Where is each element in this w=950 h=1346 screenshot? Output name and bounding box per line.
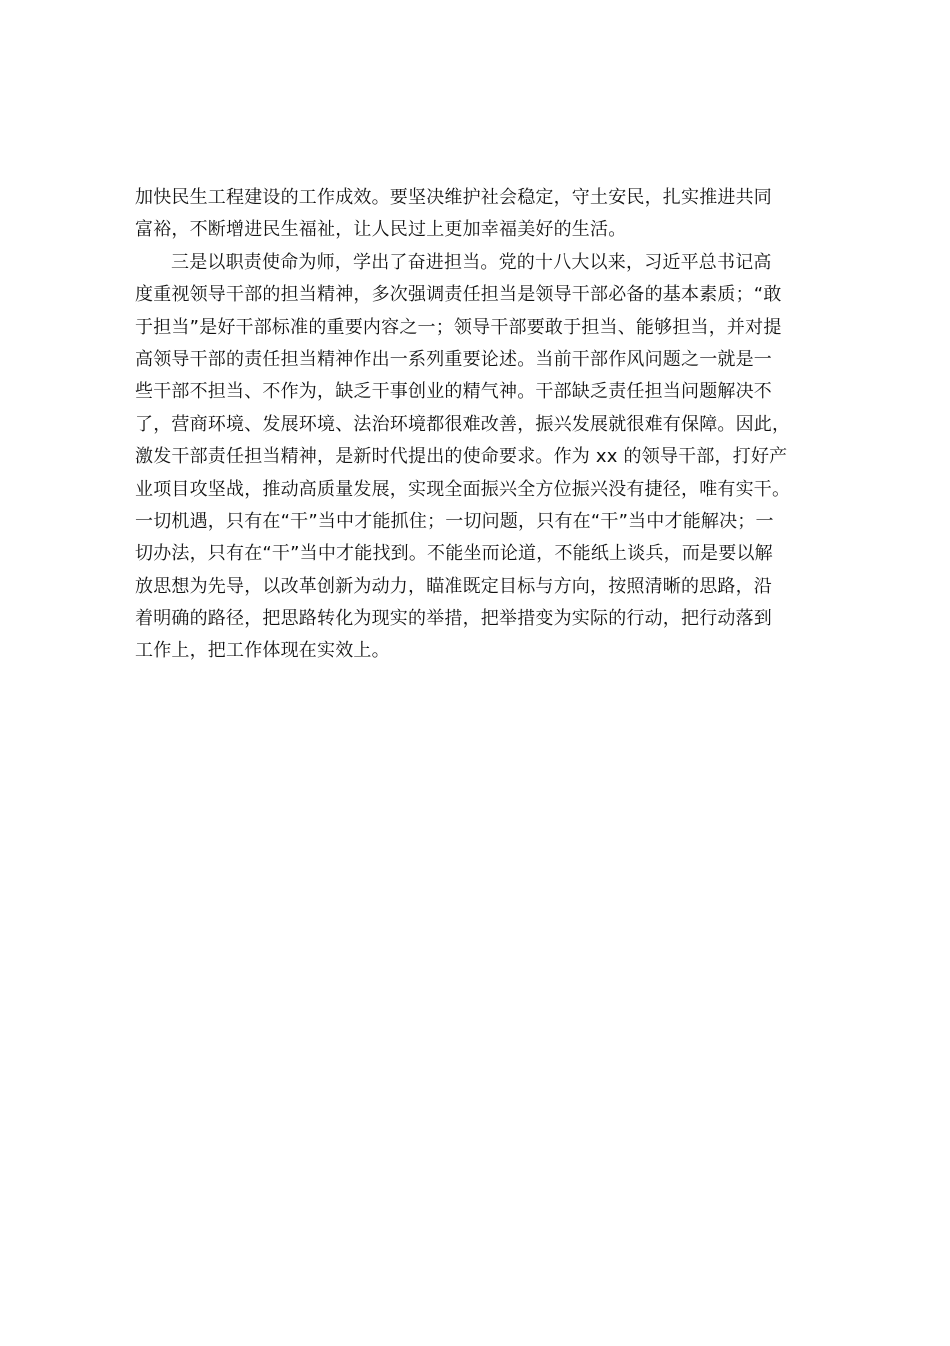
text-line: 高领导干部的责任担当精神作出一系列重要论述。当前干部作风问题之一就是一 (135, 348, 772, 370)
text-line: 于担当”是好干部标准的重要内容之一；领导干部要敢于担当、能够担当，并对提 (135, 316, 782, 338)
text-line: 些干部不担当、不作为，缺乏干事创业的精气神。干部缺乏责任担当问题解决不 (135, 381, 772, 403)
text-line: 工作上，把工作体现在实效上。 (135, 640, 390, 662)
text-line: 业项目攻坚战，推动高质量发展，实现全面振兴全方位振兴没有捷径，唯有实干。 (135, 478, 791, 500)
text-line: 富裕，不断增进民生福祉，让人民过上更加幸福美好的生活。 (135, 219, 627, 241)
text-line: 一切机遇，只有在“干”当中才能抓住；一切问题，只有在“干”当中才能解决；一 (135, 510, 774, 532)
text-line: 切办法，只有在“干”当中才能找到。不能坐而论道，不能纸上谈兵，而是要以解 (135, 543, 773, 565)
document-body (135, 182, 825, 668)
text-line: 了，营商环境、发展环境、法治环境都很难改善，振兴发展就很难有保障。因此， (135, 413, 791, 435)
text-line: 着明确的路径，把思路转化为现实的举措，把举措变为实际的行动，把行动落到 (135, 608, 772, 630)
text-line: 激发干部责任担当精神，是新时代提出的使命要求。作为 xx 的领导干部，打好产 (135, 446, 788, 468)
text-line: 放思想为先导，以改革创新为动力，瞄准既定目标与方向，按照清晰的思路，沿 (135, 575, 772, 597)
paragraph-start-line: 三是以职责使命为师，学出了奋进担当。党的十八大以来，习近平总书记高 (171, 251, 772, 273)
text-line: 度重视领导干部的担当精神，多次强调责任担当是领导干部必备的基本素质；“敢 (135, 284, 782, 306)
text-line: 加快民生工程建设的工作成效。要坚决维护社会稳定，守土安民，扎实推进共同 (135, 187, 772, 208)
